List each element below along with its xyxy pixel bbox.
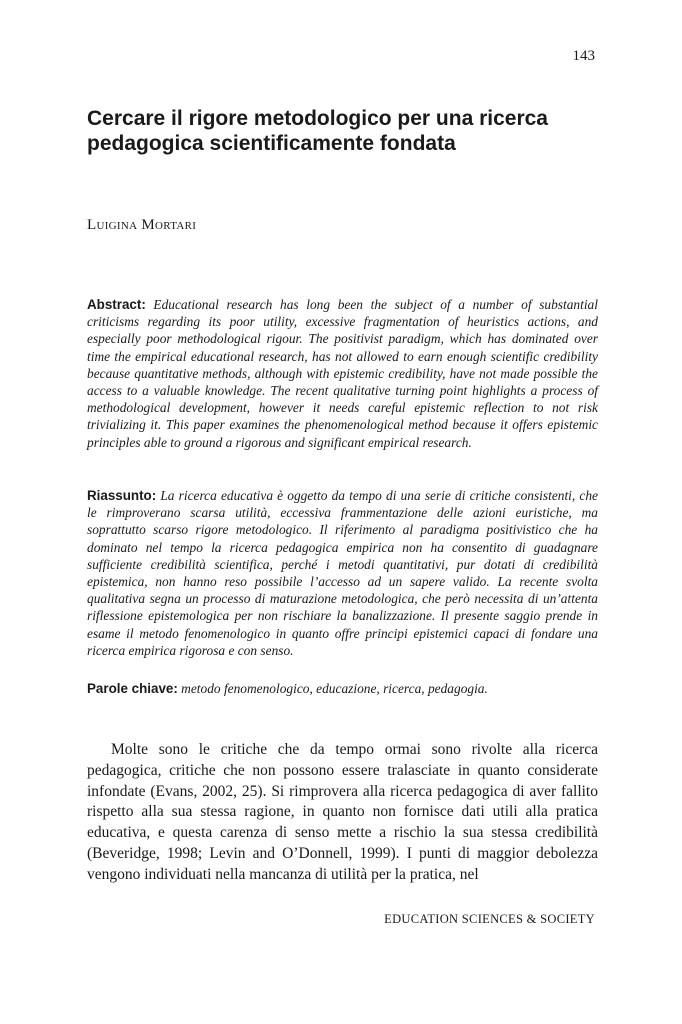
- abstract-english: [87, 296, 598, 451]
- abstract-italian: [87, 487, 598, 659]
- journal-footer: EDUCATION SCIENCES & SOCIETY: [384, 912, 595, 926]
- abstract-label: Abstract:: [87, 297, 146, 312]
- body-paragraph: Molte sono le critiche che da tempo ormai sono rivolte alla ricerca pedagogica, critiche che non possono essere tralasciate in quanto considerate infondate (Evans, 2002, 25). Si rimprovera alla ricerca pedagogica di aver fallito rispetto alla sua stessa ragione, in quanto non fornisce dati utili alla pratica educativa, e questa carenza di senso mette a rischio la sua stessa credibilità (Beveridge, 1998; Levin and O’Donnell, 1999). I punti di maggior debolezza vengono individuati nella mancanza di utilità per la pratica, nel: [87, 741, 598, 883]
- keywords-text: metodo fenomenologico, educazione, ricerca, pedagogia.: [181, 681, 488, 696]
- riassunto-label: Riassunto:: [87, 488, 157, 503]
- riassunto-text: La ricerca educativa è oggetto da tempo di una serie di critiche consistenti, che le rimproverano scarsa utilità, eccessiva frammentazione delle azioni euristiche, ma soprattutto scarso rigore metodologico. Il riferimento al paradigma positivistico che ha dominato nel tempo la ricerca pedagogica empirica non ha consentito di guadagnare sufficiente credibilità scientifica, perché i metodi quantitativi, pur dotati di credibilità epistemica, non hanno reso possibile l’accesso ad un sapere valido. La recente svolta qualitativa segna un processo di maturazione metodologica, che però necessita di un’attenta riflessione epistemologica per non rischiare la banalizzazione. Il presente saggio prende in esame il metodo fenomenologico in quanto offre principi epistemici capaci di fondare una ricerca empirica rigorosa e con senso.: [87, 488, 598, 658]
- page-number: 143: [572, 48, 595, 64]
- keywords-label: Parole chiave:: [87, 681, 178, 696]
- keywords: [87, 680, 598, 697]
- author-name: Luigina Mortari: [87, 217, 197, 233]
- abstract-text: Educational research has long been the subject of a number of substantial criticisms regarding its poor utility, excessive fragmentation of heuristics actions, and especially poor methodological rigour. The positivist paradigm, which has dominated over time the empirical educational research, has not allowed to earn enough scientific credibility because quantitative methods, although with epistemic credibility, have not made possible the access to a valuable knowledge. The recent qualitative turning point highlights a process of methodological development, however it needs careful epistemic reflection to not risk trivializing it. This paper examines the phenomenological method because it offers epistemic principles able to ground a rigorous and significant empirical research.: [87, 297, 598, 450]
- article-title: Cercare il rigore metodologico per una ricerca pedagogica scientificamente fondata: [87, 107, 548, 155]
